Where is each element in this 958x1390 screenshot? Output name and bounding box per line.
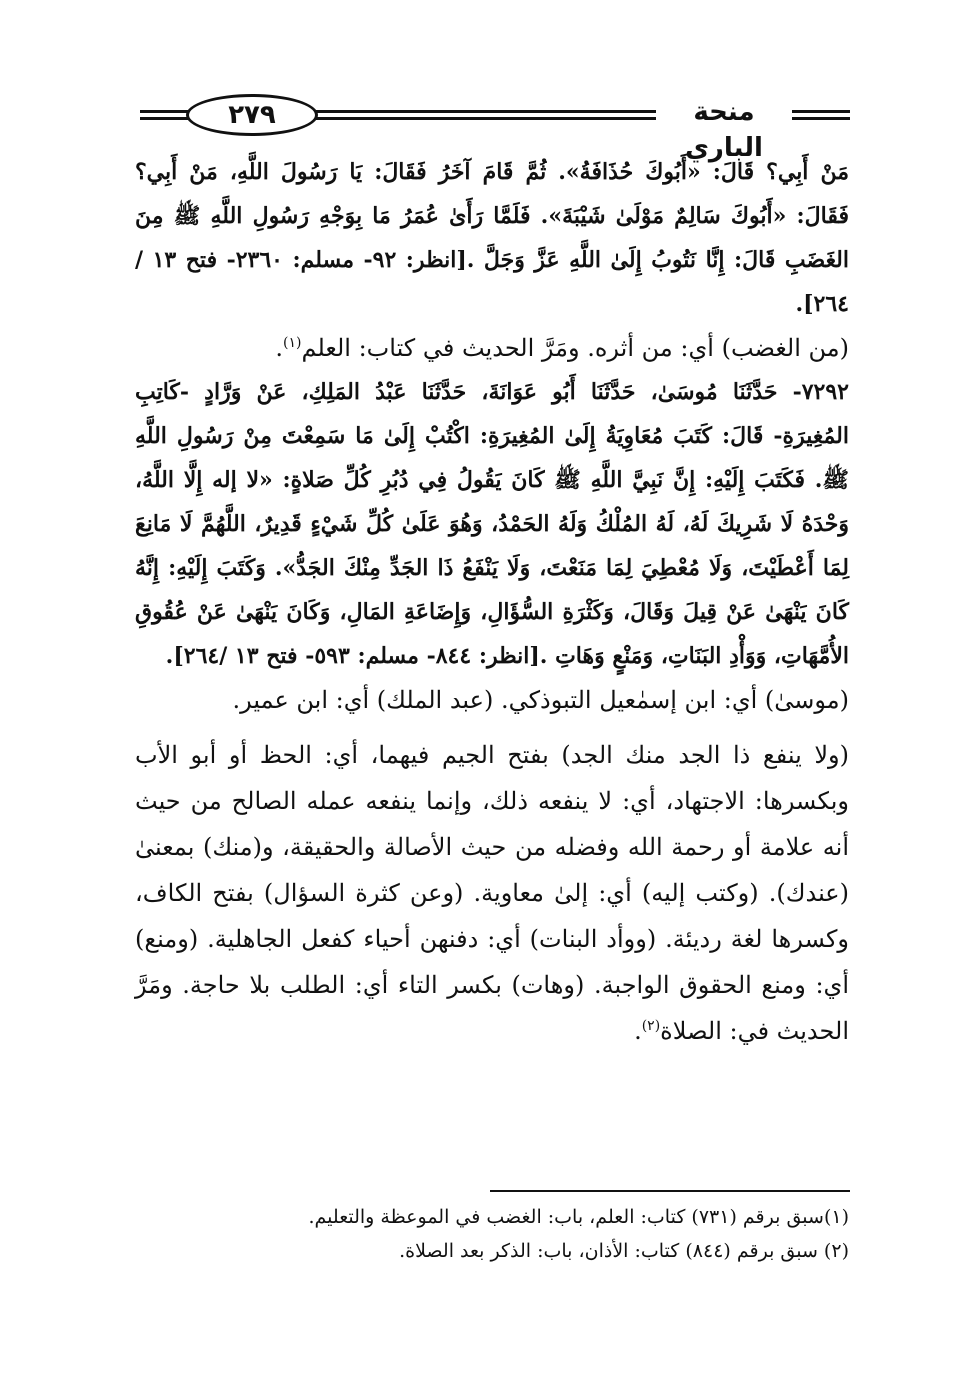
footnote-1: (١)سبق برقم (٧٣١) كتاب: العلم، باب: الغضب في الموعظة والتعليم. <box>308 1206 849 1228</box>
footnotes <box>135 1200 849 1268</box>
header-rule-left <box>140 110 190 120</box>
sentence-end: . <box>634 1017 642 1045</box>
commentary-text: (ولا ينفع ذا الجد منك الجد) بفتح الجيم فيهما، أي: الحظ أو أبو الأب وبكسرها: الاجتهاد، أي: لا ينفعه ذلك، وإنما ينفعه عمله الصالح من حيث أنه علامة أو رحمة الله وفضله من حيث الأصالة والحقيقة، و(منك) بمعنىٰ (عندك). (وكتب إليه) أي: إلىٰ معاوية. (وعن كثرة السؤال) بفتح الكاف، وكسرها لغة رديئة. (ووأد البنات) أي: دفنهن أحياء كفعل الجاهلية. (ومنع) أي: ومنع الحقوق الواجبة. (وهات) بكسر التاء أي: الطلب بلا حاجة. ومَرَّ الحديث في: الصلاة <box>135 741 849 1045</box>
page-number: ٢٧٩ <box>228 100 276 130</box>
footnote-ref-1: (١) <box>283 335 302 351</box>
running-header <box>140 90 850 164</box>
header-rule-right <box>792 110 850 120</box>
header-rule-middle <box>316 110 656 120</box>
book-title: منحة الباري <box>685 97 763 164</box>
footnote-ref-2: (٢) <box>641 1018 661 1034</box>
hadith-continuation: مَنْ أَبِي؟ قَالَ: «أَبُوكَ حُذَافَةُ». ثُمَّ قَامَ آخَرُ فَقَالَ: يَا رَسُولَ اللَّهِ، مَنْ أَبِي؟ فَقَالَ: «أَبُوكَ سَالِمٌ مَوْلَىٰ شَيْبَةَ». فَلَمَّا رَأَىٰ عُمَرُ مَا بِوَجْهِ رَسُولِ اللَّهِ ﷺ مِنَ الغَضَبِ قَالَ: إِنَّا نَتُوبُ إِلَىٰ اللَّهِ عَزَّ وَجَلَّ .[انظر: ٩٢- مسلم: ٢٣٦٠- فتح ١٣ /٢٦٤]. <box>135 159 849 317</box>
page-number-badge <box>186 94 318 136</box>
footnote-2: (٢) سبق برقم (٨٤٤) كتاب: الأذان، باب: الذكر بعد الصلاة. <box>399 1240 849 1262</box>
hadith-7292: ٧٢٩٢- حَدَّثَنَا مُوسَىٰ، حَدَّثَنَا أَبُو عَوَانَةَ، حَدَّثَنَا عَبْدُ المَلِكِ، عَنْ وَرَّادٍ -كَاتِبِ المُغِيرَةِ- قَالَ: كَتَبَ مُعَاوِيَةُ إِلَىٰ المُغِيرَةِ: اكْتُبْ إِلَىٰ مَا سَمِعْتَ مِنْ رَسُولِ اللَّهِ ﷺ. فَكَتَبَ إِلَيْهِ: إِنَّ نَبِيَّ اللَّهِ ﷺ كَانَ يَقُولُ فِي دُبُرِ كُلِّ صَلاةٍ: «لا إله إِلَّا اللَّهُ، وَحْدَهُ لَا شَرِيكَ لَهُ، لَهُ المُلْكُ وَلَهُ الحَمْدُ، وَهُوَ عَلَىٰ كُلِّ شَيْءٍ قَدِيرٌ، اللَّهُمَّ لَا مَانِعَ لِمَا أَعْطَيْتَ، وَلَا مُعْطِيَ لِمَا مَنَعْتَ، وَلَا يَنْفَعُ ذَا الجَدِّ مِنْكَ الجَدُّ». وَكَتَبَ إِلَيْهِ: إِنَّهُ كَانَ يَنْهَىٰ عَنْ قِيلَ وَقَالَ، وَكَثْرَةِ السُّؤَالِ، وَإِضَاعَةِ المَالِ، وَكَانَ يَنْهَىٰ عَنْ عُقُوقِ الأُمَّهَاتِ، وَوَأْدِ البَنَاتِ، وَمَنْعٍ وَهَاتِ .[انظر: ٨٤٤- مسلم: ٥٩٣- فتح ١٣ /٢٦٤]. <box>135 379 849 669</box>
commentary-paragraph <box>135 326 849 370</box>
commentary-paragraph: (موسىٰ) أي: ابن إسمٰعيل التبوذكي. (عبد الملك) أي: ابن عمير. <box>232 686 849 714</box>
main-text <box>135 150 849 1054</box>
commentary-paragraph <box>135 732 849 1054</box>
footnote-separator <box>490 1190 850 1192</box>
commentary-text: (من الغضب) أي: من أثره. ومَرَّ الحديث في كتاب: العلم <box>301 334 849 362</box>
sentence-end: . <box>275 334 283 362</box>
